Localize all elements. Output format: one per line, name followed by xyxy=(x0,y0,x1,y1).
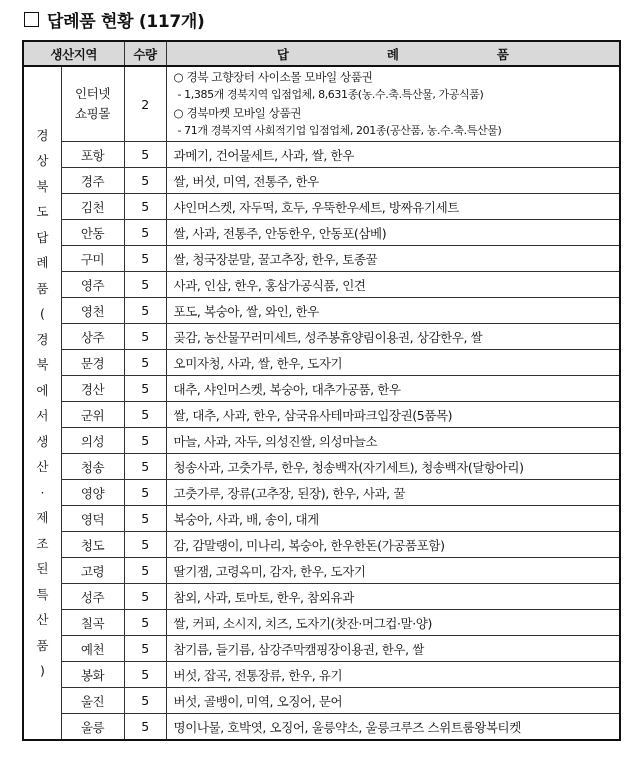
items-cell: 쌀, 대추, 사과, 한우, 삼국유사테마파크입장권(5품목) xyxy=(166,402,620,428)
area-cell: 의성 xyxy=(61,428,124,454)
items-cell: 곶감, 농산물꾸러미세트, 성주봉휴양림이용권, 상감한우, 쌀 xyxy=(166,324,620,350)
table-row xyxy=(23,688,620,714)
quantity-cell: 5 xyxy=(124,376,166,402)
online-name-line2: 쇼핑몰 xyxy=(74,106,111,121)
quantity-cell: 5 xyxy=(124,272,166,298)
table-row xyxy=(23,454,620,480)
header-quantity: 수량 xyxy=(124,41,166,66)
table-row xyxy=(23,298,620,324)
items-cell: 복숭아, 사과, 배, 송이, 대게 xyxy=(166,506,620,532)
table-row xyxy=(23,584,620,610)
table-row xyxy=(23,142,620,168)
quantity-cell: 5 xyxy=(124,584,166,610)
table-row xyxy=(23,558,620,584)
region-label-char: 북 xyxy=(36,357,49,372)
table-row xyxy=(23,532,620,558)
items-cell: 쌀, 사과, 전통주, 안동한우, 안동포(삼베) xyxy=(166,220,620,246)
page-title xyxy=(24,6,205,32)
region-label-char: 특 xyxy=(36,586,49,602)
quantity-cell: 5 xyxy=(124,532,166,558)
area-cell: 고령 xyxy=(61,558,124,584)
table-row xyxy=(23,168,620,194)
items-cell: 참기름, 들기름, 삼강주막캠핑장이용권, 한우, 쌀 xyxy=(166,636,620,662)
region-label-char: 조 xyxy=(36,535,49,551)
online-name-line1: 인터넷 xyxy=(74,86,111,101)
table-row xyxy=(23,636,620,662)
region-label-char: 생 xyxy=(36,433,49,449)
area-cell: 군위 xyxy=(61,402,124,428)
region-label-char: 제 xyxy=(36,510,49,525)
quantity-cell: 5 xyxy=(124,506,166,532)
table-row xyxy=(23,272,620,298)
region-label-char: 산 xyxy=(36,612,49,627)
quantity-cell: 5 xyxy=(124,714,166,741)
items-cell: 참외, 사과, 토마토, 한우, 참외유과 xyxy=(166,584,620,610)
header-items-char: 품 xyxy=(496,46,509,62)
items-cell: 버섯, 골뱅이, 미역, 오징어, 문어 xyxy=(166,688,620,714)
area-cell: 문경 xyxy=(61,350,124,376)
area-cell: 청송 xyxy=(61,454,124,480)
table-row-online xyxy=(23,66,620,142)
region-label-char: 서 xyxy=(36,408,49,423)
quantity-cell: 5 xyxy=(124,662,166,688)
region-label-char: 에 xyxy=(36,382,49,398)
area-cell: 구미 xyxy=(61,246,124,272)
table-row xyxy=(23,428,620,454)
area-cell: 청도 xyxy=(61,532,124,558)
region-label-char: 품 xyxy=(36,280,49,296)
region-label-char: · xyxy=(40,484,45,500)
table-header-row xyxy=(23,41,620,66)
region-label-char: 경 xyxy=(36,331,49,347)
table-row xyxy=(23,662,620,688)
online-area xyxy=(61,66,124,142)
quantity-cell: 5 xyxy=(124,246,166,272)
checkbox-icon xyxy=(24,12,39,27)
area-cell: 김천 xyxy=(61,194,124,220)
page-title-text: 답례품 현황 (117개) xyxy=(47,11,205,32)
items-cell: 오미자청, 사과, 쌀, 한우, 도자기 xyxy=(166,350,620,376)
area-cell: 울릉 xyxy=(61,714,124,741)
quantity-cell: 5 xyxy=(124,142,166,168)
items-cell: 샤인머스켓, 자두떡, 호두, 우뚝한우세트, 방짜유기세트 xyxy=(166,194,620,220)
table-row xyxy=(23,714,620,741)
items-cell: 과메기, 건어물세트, 사과, 쌀, 한우 xyxy=(166,142,620,168)
table-row xyxy=(23,506,620,532)
items-cell: 청송사과, 고춧가루, 한우, 청송백자(자기세트), 청송백자(달항아리) xyxy=(166,454,620,480)
quantity-cell: 5 xyxy=(124,428,166,454)
header-items-char: 답 xyxy=(276,46,289,62)
region-label-char: 도 xyxy=(36,204,49,219)
region-label-char: ( xyxy=(40,306,45,321)
header-region: 생산지역 xyxy=(23,41,124,66)
items-cell: 사과, 인삼, 한우, 홍삼가공식품, 인견 xyxy=(166,272,620,298)
region-label-char: 품 xyxy=(36,637,49,653)
header-items-char: 례 xyxy=(386,46,399,62)
quantity-cell: 5 xyxy=(124,480,166,506)
table-row xyxy=(23,246,620,272)
area-cell: 울진 xyxy=(61,688,124,714)
online-line: - 1,385개 경북지역 입점업체, 8,631종(농.수.축.특산물, 가공식품) xyxy=(177,88,484,101)
table-row xyxy=(23,324,620,350)
items-cell: 대추, 샤인머스켓, 복숭아, 대추가공품, 한우 xyxy=(166,376,620,402)
online-line: ○ 경북 고향장터 사이소몰 모바일 상품권 xyxy=(173,70,373,84)
region-label-char: 답 xyxy=(36,229,49,245)
area-cell: 경주 xyxy=(61,168,124,194)
online-quantity: 2 xyxy=(124,66,166,142)
quantity-cell: 5 xyxy=(124,220,166,246)
area-cell: 예천 xyxy=(61,636,124,662)
area-cell: 영주 xyxy=(61,272,124,298)
quantity-cell: 5 xyxy=(124,610,166,636)
quantity-cell: 5 xyxy=(124,298,166,324)
table-row xyxy=(23,220,620,246)
area-cell: 칠곡 xyxy=(61,610,124,636)
area-cell: 상주 xyxy=(61,324,124,350)
region-label-char: ) xyxy=(40,663,45,678)
area-cell: 포항 xyxy=(61,142,124,168)
items-cell: 마늘, 사과, 자두, 의성진쌀, 의성마늘소 xyxy=(166,428,620,454)
online-items xyxy=(166,66,620,142)
quantity-cell: 5 xyxy=(124,350,166,376)
area-cell: 경산 xyxy=(61,376,124,402)
online-line: ○ 경북마켓 모바일 상품권 xyxy=(173,106,302,120)
gift-table xyxy=(22,40,621,741)
area-cell: 영양 xyxy=(61,480,124,506)
area-cell: 봉화 xyxy=(61,662,124,688)
table-row xyxy=(23,402,620,428)
area-cell: 안동 xyxy=(61,220,124,246)
table-row xyxy=(23,376,620,402)
table-row xyxy=(23,194,620,220)
items-cell: 감, 감말랭이, 미나리, 복숭아, 한우한돈(가공품포함) xyxy=(166,532,620,558)
area-cell: 영덕 xyxy=(61,506,124,532)
online-line: - 71개 경북지역 사회적기업 입점업체, 201종(공산품, 농.수.축.특산물) xyxy=(177,124,502,137)
region-label-char: 된 xyxy=(36,561,49,576)
items-cell: 포도, 복숭아, 쌀, 와인, 한우 xyxy=(166,298,620,324)
quantity-cell: 5 xyxy=(124,688,166,714)
region-label-vertical xyxy=(36,123,48,684)
quantity-cell: 5 xyxy=(124,636,166,662)
table-row xyxy=(23,350,620,376)
region-label-char: 례 xyxy=(36,255,49,270)
region-label-char: 경 xyxy=(36,127,49,143)
items-cell: 명이나물, 호박엿, 오징어, 울릉약소, 울릉크루즈 스위트룸왕복티켓 xyxy=(166,714,620,741)
quantity-cell: 5 xyxy=(124,168,166,194)
items-cell: 쌀, 청국장분말, 꿀고추장, 한우, 토종꿀 xyxy=(166,246,620,272)
region-label-char: 북 xyxy=(36,178,49,194)
quantity-cell: 5 xyxy=(124,558,166,584)
quantity-cell: 5 xyxy=(124,402,166,428)
area-cell: 영천 xyxy=(61,298,124,324)
items-cell: 딸기잼, 고령옥미, 감자, 한우, 도자기 xyxy=(166,558,620,584)
region-label-char: 산 xyxy=(36,459,49,474)
items-cell: 쌀, 커피, 소시지, 치즈, 도자기(찻잔·머그컵·말·양) xyxy=(166,610,620,636)
table-row xyxy=(23,480,620,506)
items-cell: 쌀, 버섯, 미역, 전통주, 한우 xyxy=(166,168,620,194)
area-cell: 성주 xyxy=(61,584,124,610)
items-cell: 버섯, 잡곡, 전통장류, 한우, 유기 xyxy=(166,662,620,688)
items-cell: 고춧가루, 장류(고추장, 된장), 한우, 사과, 꿀 xyxy=(166,480,620,506)
quantity-cell: 5 xyxy=(124,194,166,220)
header-items xyxy=(166,41,620,66)
quantity-cell: 5 xyxy=(124,324,166,350)
table-row xyxy=(23,610,620,636)
quantity-cell: 5 xyxy=(124,454,166,480)
region-label-char: 상 xyxy=(36,153,49,168)
region-label xyxy=(23,66,61,740)
